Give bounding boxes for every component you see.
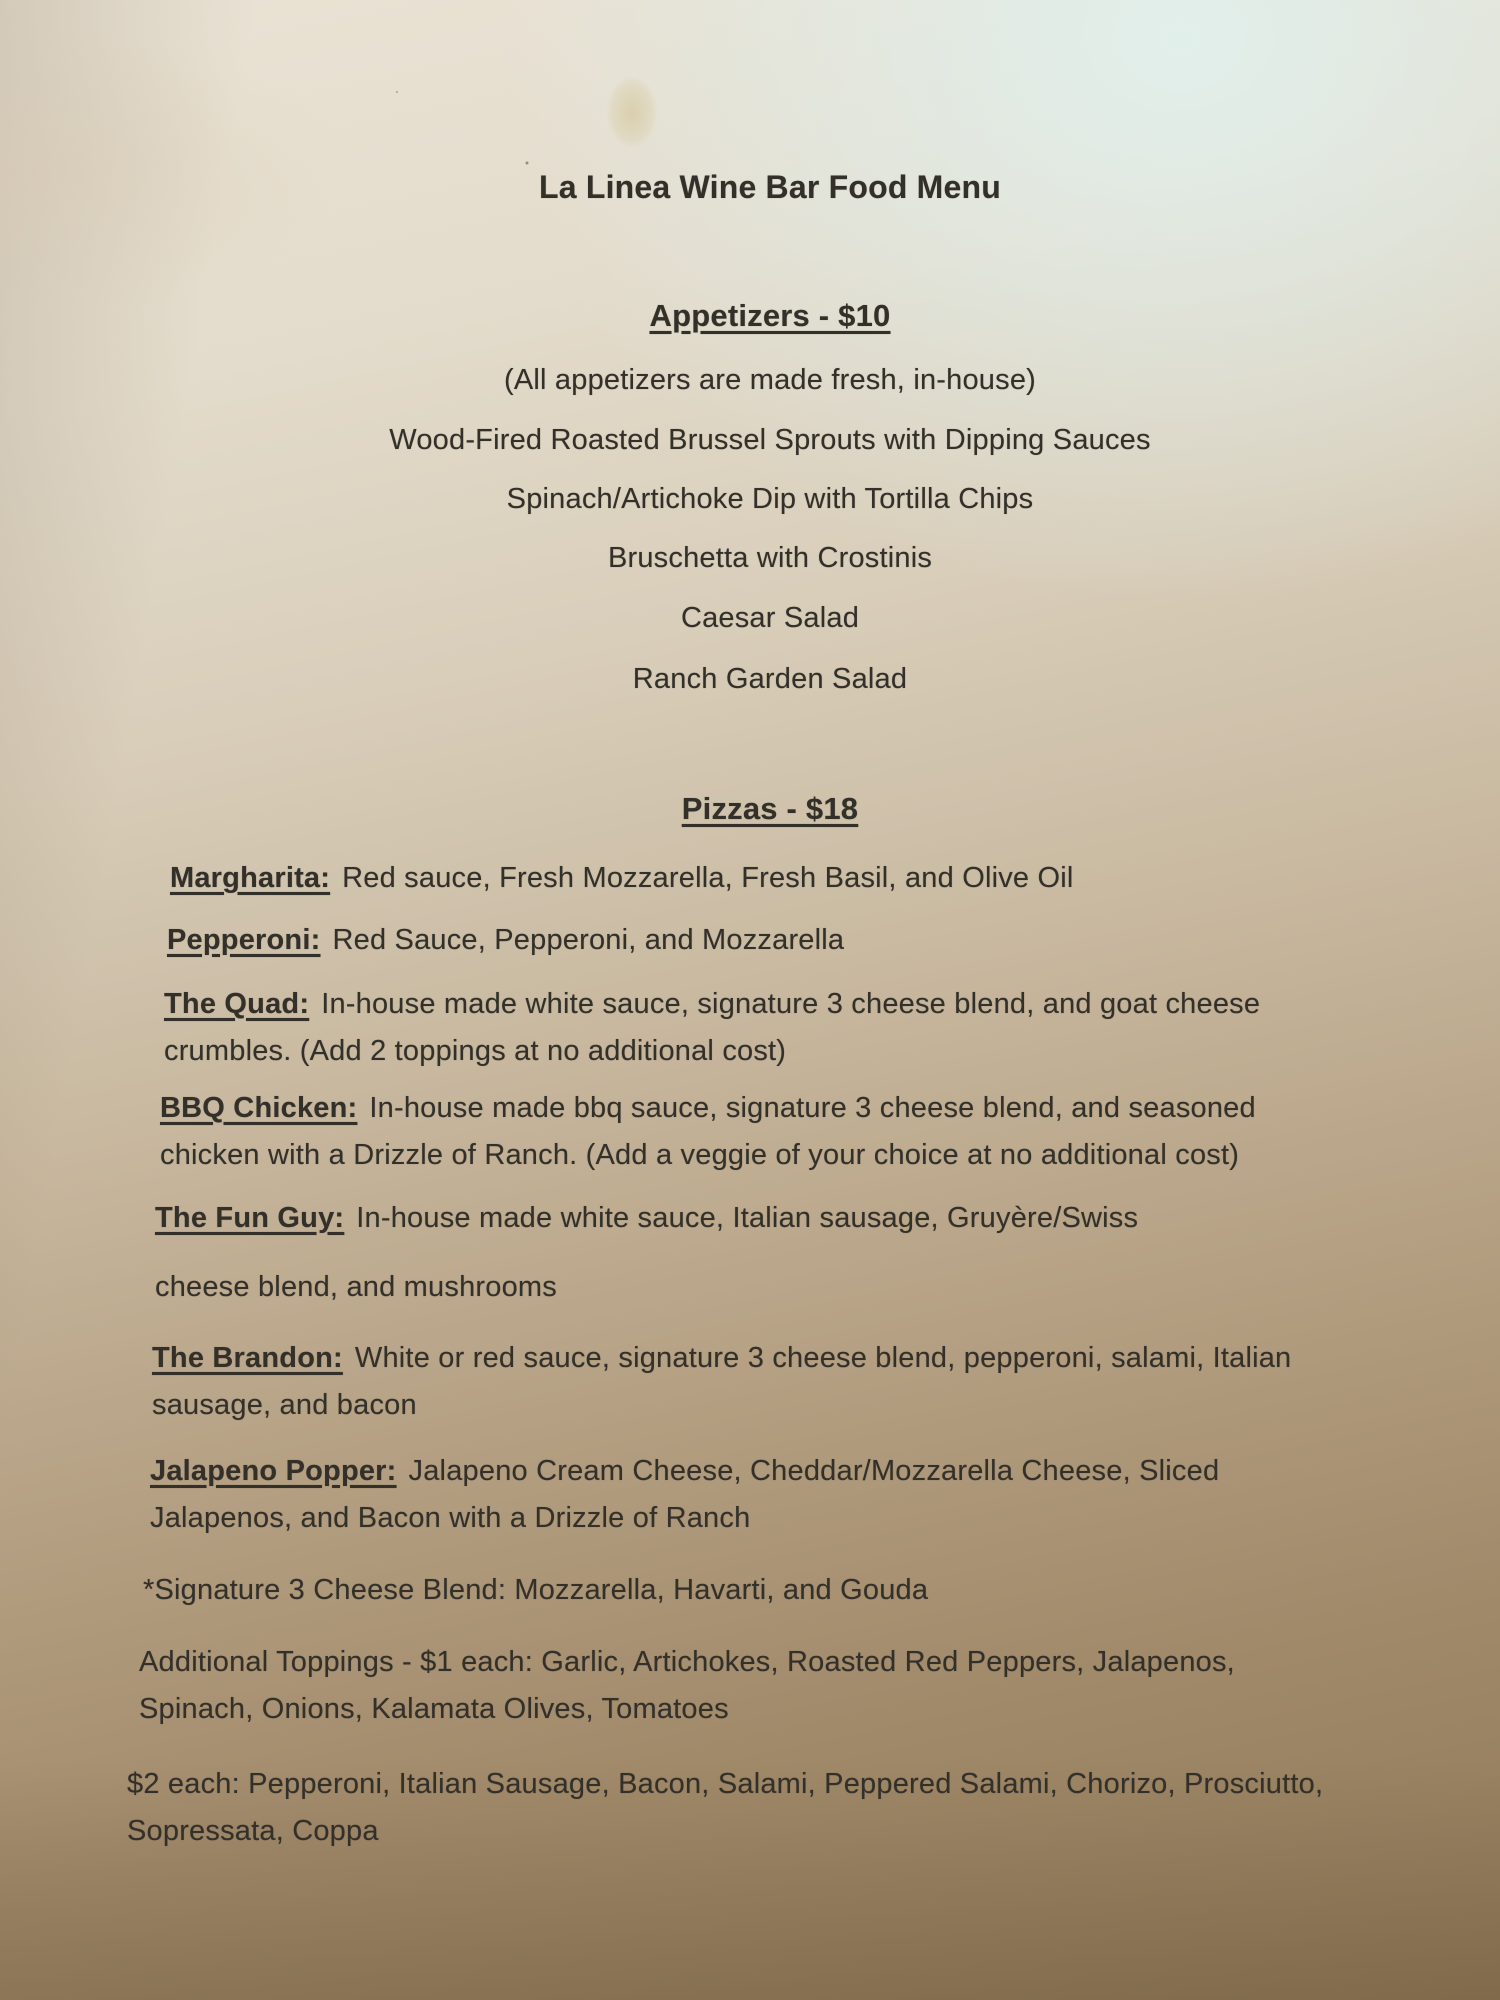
appetizer-item: Wood-Fired Roasted Brussel Sprouts with Dipping Sauces — [389, 424, 1151, 456]
pizza-item-desc: Red sauce, Fresh Mozzarella, Fresh Basil, and Olive Oil — [342, 862, 1074, 894]
appetizer-item: Ranch Garden Salad — [632, 663, 908, 695]
pizza-item-desc: In-house made bbq sauce, signature 3 cheese blend, and seasoned — [369, 1092, 1256, 1124]
pizza-item-desc: White or red sauce, signature 3 cheese blend, pepperoni, salami, Italian — [354, 1342, 1292, 1374]
pizza-item-desc: cheese blend, and mushrooms — [155, 1271, 557, 1303]
appetizer-item: Spinach/Artichoke Dip with Tortilla Chips — [506, 483, 1034, 515]
footnote-text: Sopressata, Coppa — [127, 1815, 379, 1847]
pizza-item-name: BBQ Chicken: — [160, 1092, 358, 1124]
pizza-item-desc: chicken with a Drizzle of Ranch. (Add a veggie of your choice at no additional cost) — [160, 1139, 1240, 1171]
pizza-item — [167, 917, 844, 964]
pizza-item — [155, 1195, 1138, 1242]
pizza-item-name: Jalapeno Popper: — [150, 1455, 397, 1487]
pizzas-heading: Pizzas - $18 — [681, 791, 859, 826]
footnote-text: $2 each: Pepperoni, Italian Sausage, Bacon, Salami, Peppered Salami, Chorizo, Prosciutto, — [127, 1768, 1324, 1800]
pizza-item-desc: In-house made white sauce, signature 3 cheese blend, and goat cheese — [321, 988, 1261, 1020]
pizza-item-desc: sausage, and bacon — [152, 1389, 417, 1421]
footnote-text: Spinach, Onions, Kalamata Olives, Tomatoes — [139, 1693, 729, 1725]
menu-title: La Linea Wine Bar Food Menu — [538, 169, 1002, 205]
appetizers-heading: Appetizers - $10 — [649, 298, 891, 333]
pizza-item — [164, 981, 1260, 1075]
pizza-item-desc: In-house made white sauce, Italian sausage, Gruyère/Swiss — [356, 1202, 1139, 1234]
pizza-item-desc: crumbles. (Add 2 toppings at no additional cost) — [164, 1035, 787, 1067]
appetizer-item: Caesar Salad — [680, 602, 860, 634]
pizza-item-desc: Jalapeno Cream Cheese, Cheddar/Mozzarella Cheese, Sliced — [408, 1455, 1220, 1487]
pizza-item-name: Margharita: — [170, 862, 331, 894]
pizza-item — [170, 855, 1074, 902]
pizza-item-desc: Jalapenos, and Bacon with a Drizzle of Ranch — [150, 1502, 751, 1534]
pizza-item — [150, 1448, 1219, 1542]
pizza-item-name: The Brandon: — [152, 1342, 343, 1374]
pizza-item-name: The Quad: — [164, 988, 310, 1020]
appetizer-item: Bruschetta with Crostinis — [607, 542, 933, 574]
pizza-item-name: Pepperoni: — [167, 924, 321, 956]
pizza-footnote — [127, 1761, 1323, 1855]
pizza-item — [152, 1335, 1291, 1429]
pizza-footnote — [139, 1639, 1235, 1733]
footnote-text: *Signature 3 Cheese Blend: Mozzarella, Havarti, and Gouda — [143, 1574, 929, 1606]
appetizers-note: (All appetizers are made fresh, in-house) — [503, 364, 1037, 396]
pizza-item-desc: Red Sauce, Pepperoni, and Mozzarella — [332, 924, 845, 956]
pizza-item — [160, 1085, 1256, 1179]
pizza-item-name: The Fun Guy: — [155, 1202, 345, 1234]
footnote-text: Additional Toppings - $1 each: Garlic, Artichokes, Roasted Red Peppers, Jalapenos, — [139, 1646, 1235, 1678]
pizza-item — [155, 1264, 557, 1311]
pizza-footnote — [143, 1567, 928, 1614]
